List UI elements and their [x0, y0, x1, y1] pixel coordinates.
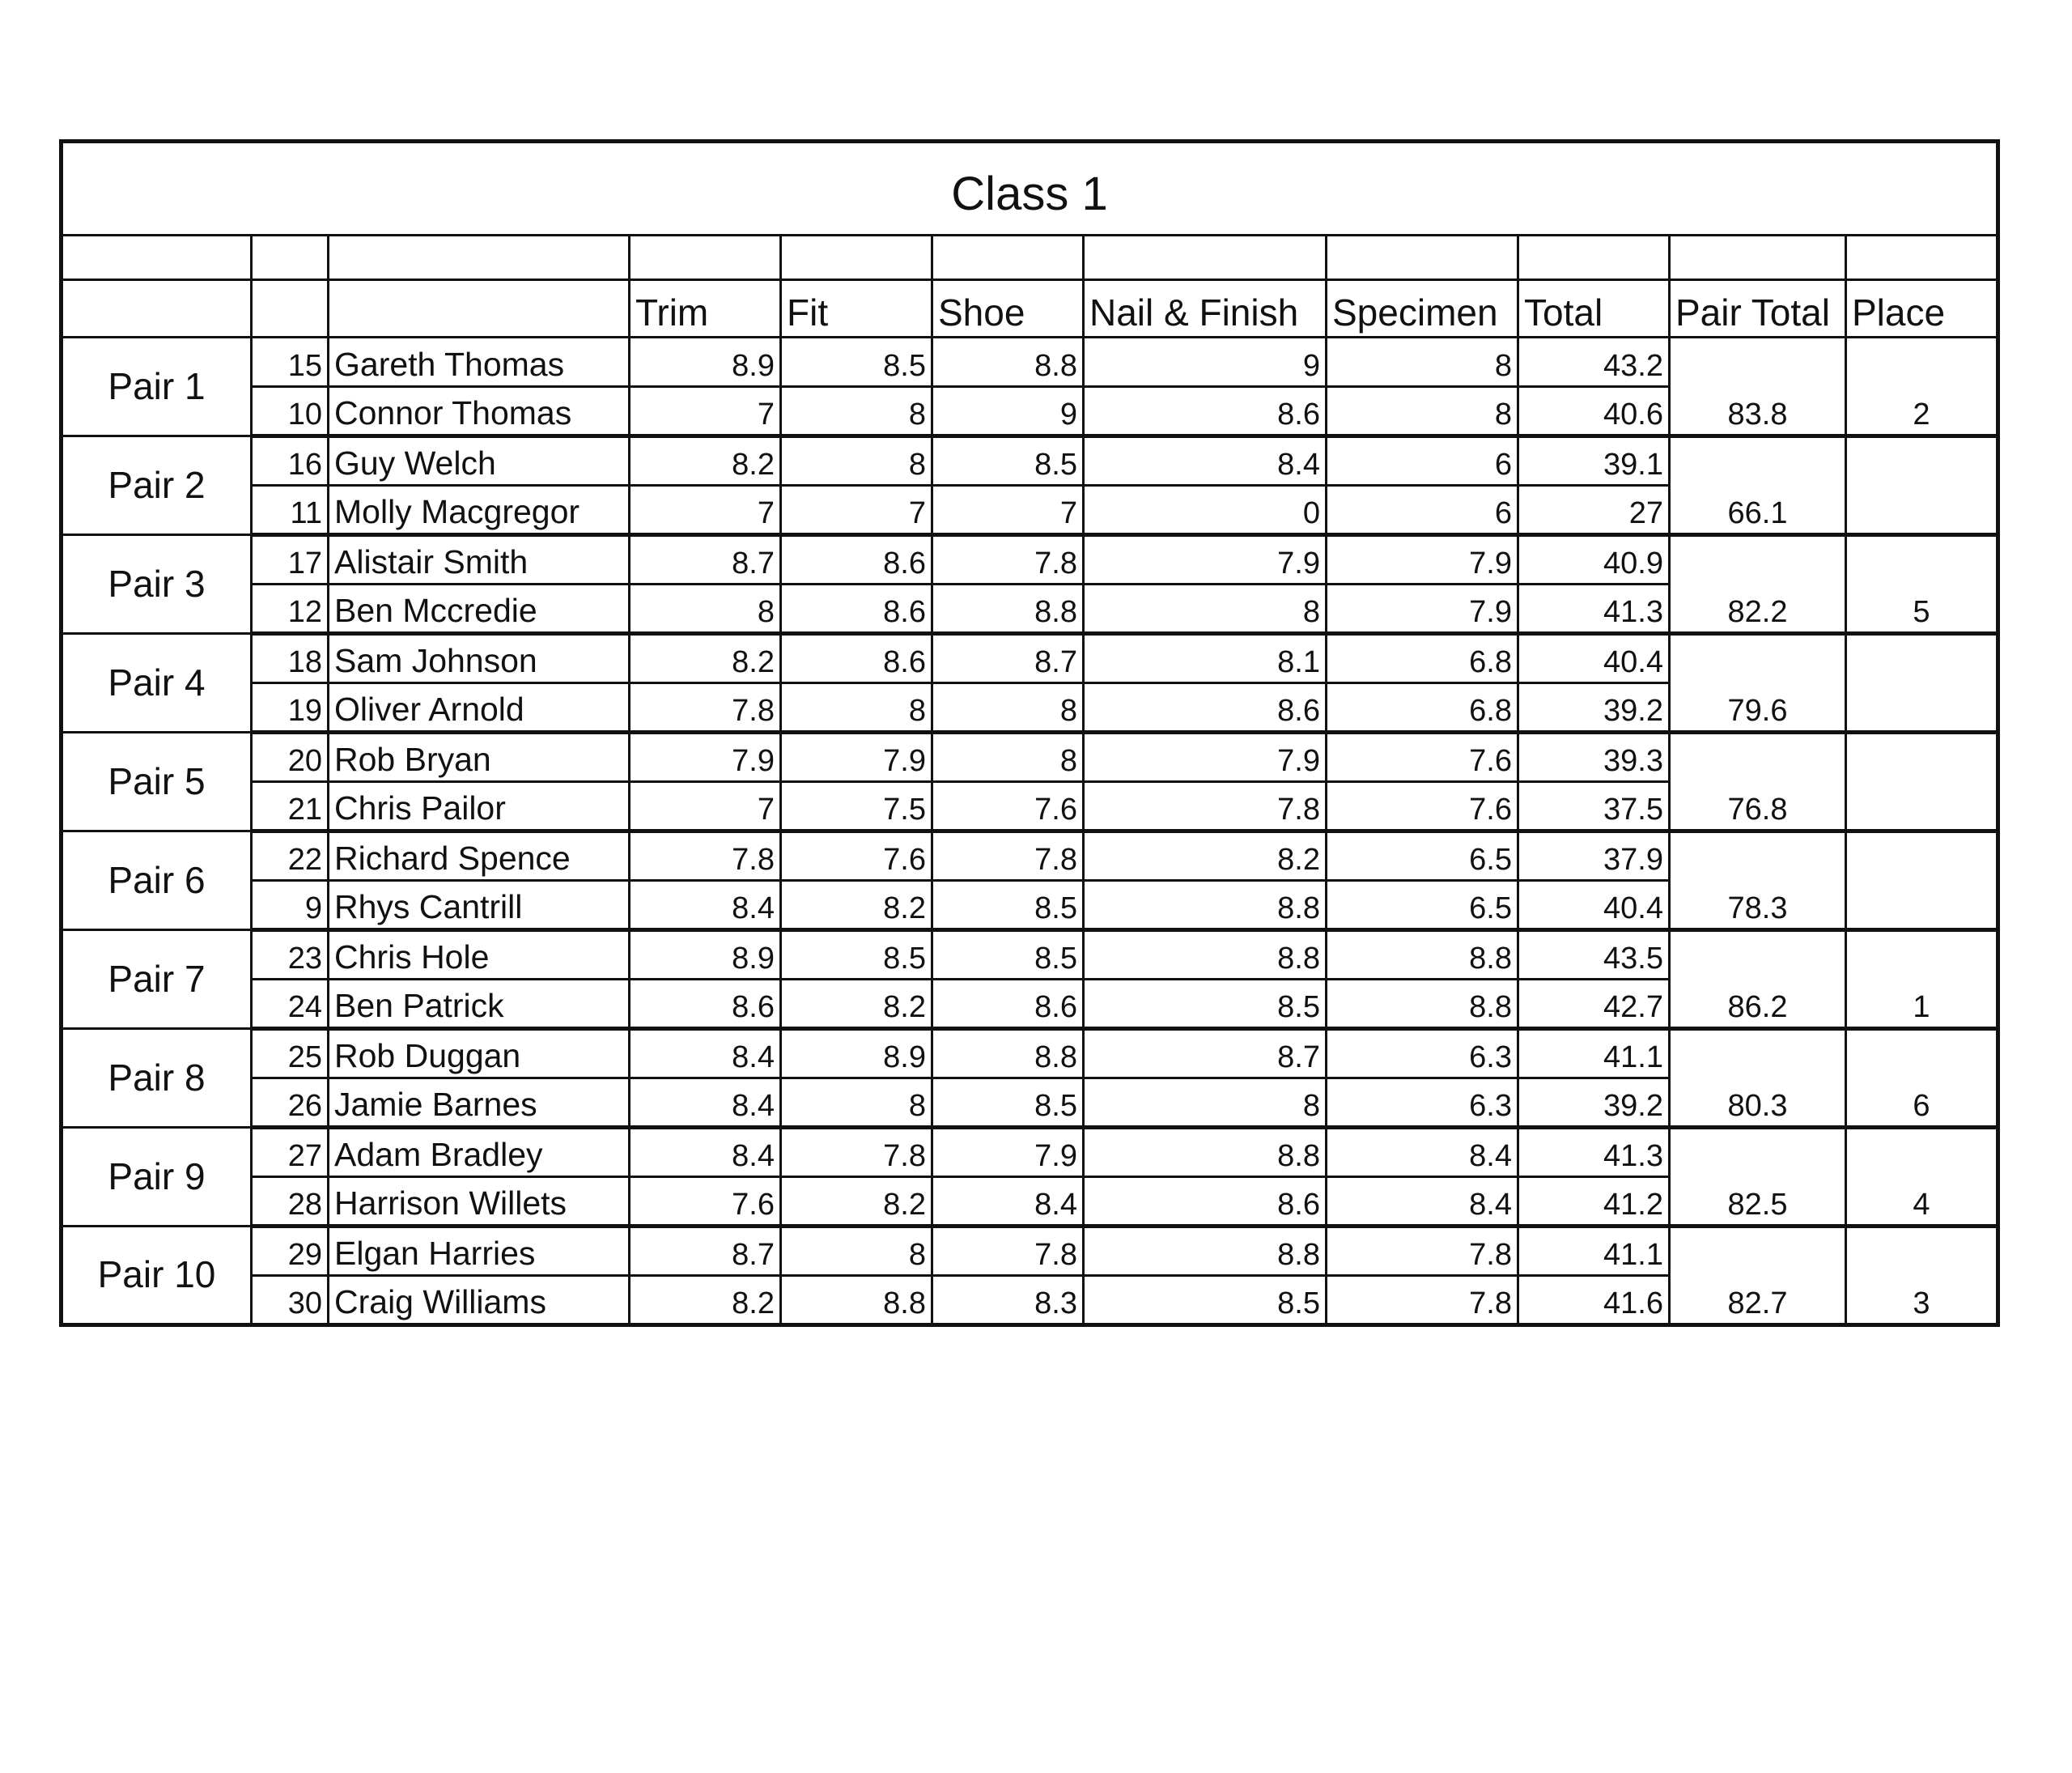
table-row [62, 881, 1998, 930]
shoe-score: 8.4 [932, 1177, 1084, 1227]
specimen-score: 7.6 [1327, 733, 1518, 782]
specimen-score: 6.3 [1327, 1029, 1518, 1078]
competitor-name: Chris Pailor [329, 782, 630, 831]
shoe-score: 8.7 [932, 634, 1084, 683]
place [1846, 535, 1998, 585]
trim-score: 7 [630, 782, 781, 831]
results-table [59, 139, 2000, 1327]
competitor-total: 43.2 [1518, 338, 1670, 387]
nail-finish-score: 8 [1084, 585, 1327, 634]
fit-score: 8 [781, 387, 932, 436]
pair-total [1670, 634, 1846, 683]
place [1846, 831, 1998, 881]
pair-total: 66.1 [1670, 486, 1846, 535]
place: 2 [1846, 387, 1998, 436]
place [1846, 1227, 1998, 1276]
fit-score: 7 [781, 486, 932, 535]
pair-total [1670, 831, 1846, 881]
header-specimen: Specimen [1327, 280, 1518, 338]
nail-finish-score: 8.6 [1084, 683, 1327, 733]
table-row [62, 486, 1998, 535]
nail-finish-score: 9 [1084, 338, 1327, 387]
competitor-total: 42.7 [1518, 980, 1670, 1029]
nail-finish-score: 8.4 [1084, 436, 1327, 486]
header-place: Place [1846, 280, 1998, 338]
table-row [62, 1128, 1998, 1177]
competitor-number: 24 [252, 980, 329, 1029]
place [1846, 486, 1998, 535]
specimen-score: 6.5 [1327, 831, 1518, 881]
fit-score: 8.9 [781, 1029, 932, 1078]
trim-score: 8.7 [630, 535, 781, 585]
competitor-number: 10 [252, 387, 329, 436]
specimen-score: 8.4 [1327, 1177, 1518, 1227]
specimen-score: 7.8 [1327, 1227, 1518, 1276]
table-row [62, 782, 1998, 831]
competitor-number: 12 [252, 585, 329, 634]
specimen-score: 8.8 [1327, 930, 1518, 980]
competitor-number: 16 [252, 436, 329, 486]
competitor-name: Oliver Arnold [329, 683, 630, 733]
fit-score: 7.9 [781, 733, 932, 782]
competitor-number: 30 [252, 1276, 329, 1325]
trim-score: 8.4 [630, 881, 781, 930]
competitor-total: 41.6 [1518, 1276, 1670, 1325]
competitor-total: 41.2 [1518, 1177, 1670, 1227]
shoe-score: 8.8 [932, 585, 1084, 634]
competitor-total: 39.2 [1518, 1078, 1670, 1128]
shoe-score: 8.6 [932, 980, 1084, 1029]
fit-score: 8.8 [781, 1276, 932, 1325]
fit-score: 8 [781, 436, 932, 486]
pair-total [1670, 436, 1846, 486]
specimen-score: 6.8 [1327, 634, 1518, 683]
pair-total: 86.2 [1670, 980, 1846, 1029]
trim-score: 8.6 [630, 980, 781, 1029]
fit-score: 7.6 [781, 831, 932, 881]
table-row [62, 436, 1998, 486]
competitor-total: 43.5 [1518, 930, 1670, 980]
competitor-name: Gareth Thomas [329, 338, 630, 387]
competitor-name: Sam Johnson [329, 634, 630, 683]
competitor-number: 11 [252, 486, 329, 535]
nail-finish-score: 8.8 [1084, 1128, 1327, 1177]
specimen-score: 6.8 [1327, 683, 1518, 733]
trim-score: 8.7 [630, 1227, 781, 1276]
competitor-name: Rhys Cantrill [329, 881, 630, 930]
trim-score: 7 [630, 387, 781, 436]
competitor-total: 39.3 [1518, 733, 1670, 782]
trim-score: 8 [630, 585, 781, 634]
competitor-number: 29 [252, 1227, 329, 1276]
trim-score: 8.2 [630, 634, 781, 683]
competitor-number: 20 [252, 733, 329, 782]
specimen-score: 8 [1327, 387, 1518, 436]
competitor-total: 39.1 [1518, 436, 1670, 486]
competitor-number: 27 [252, 1128, 329, 1177]
table-row [62, 634, 1998, 683]
pair-total: 82.5 [1670, 1177, 1846, 1227]
competitor-name: Rob Duggan [329, 1029, 630, 1078]
pair-total: 80.3 [1670, 1078, 1846, 1128]
pair-label: Pair 5 [62, 733, 252, 831]
fit-score: 8.2 [781, 980, 932, 1029]
shoe-score: 7.8 [932, 1227, 1084, 1276]
specimen-score: 6 [1327, 436, 1518, 486]
table-row [62, 1029, 1998, 1078]
trim-score: 7.6 [630, 1177, 781, 1227]
nail-finish-score: 8.5 [1084, 1276, 1327, 1325]
competitor-total: 41.3 [1518, 1128, 1670, 1177]
competitor-name: Rob Bryan [329, 733, 630, 782]
shoe-score: 7.8 [932, 535, 1084, 585]
place [1846, 782, 1998, 831]
place [1846, 930, 1998, 980]
pair-total: 76.8 [1670, 782, 1846, 831]
place: 1 [1846, 980, 1998, 1029]
place: 4 [1846, 1177, 1998, 1227]
fit-score: 8.5 [781, 930, 932, 980]
table-row [62, 338, 1998, 387]
specimen-score: 7.9 [1327, 585, 1518, 634]
pair-label: Pair 2 [62, 436, 252, 535]
pair-total [1670, 733, 1846, 782]
specimen-score: 6.3 [1327, 1078, 1518, 1128]
header-pair-total: Pair Total [1670, 280, 1846, 338]
competitor-name: Elgan Harries [329, 1227, 630, 1276]
place [1846, 881, 1998, 930]
specimen-score: 7.9 [1327, 535, 1518, 585]
pair-label: Pair 8 [62, 1029, 252, 1128]
nail-finish-score: 8 [1084, 1078, 1327, 1128]
competitor-number: 23 [252, 930, 329, 980]
competitor-name: Ben Patrick [329, 980, 630, 1029]
trim-score: 8.4 [630, 1128, 781, 1177]
table-row [62, 930, 1998, 980]
fit-score: 8.6 [781, 535, 932, 585]
trim-score: 7 [630, 486, 781, 535]
header-blank [329, 280, 630, 338]
competitor-total: 37.9 [1518, 831, 1670, 881]
competitor-name: Connor Thomas [329, 387, 630, 436]
place: 3 [1846, 1276, 1998, 1325]
pair-total: 82.7 [1670, 1276, 1846, 1325]
table-row [62, 585, 1998, 634]
nail-finish-score: 8.1 [1084, 634, 1327, 683]
nail-finish-score: 8.2 [1084, 831, 1327, 881]
competitor-name: Harrison Willets [329, 1177, 630, 1227]
trim-score: 8.2 [630, 436, 781, 486]
shoe-score: 7.6 [932, 782, 1084, 831]
shoe-score: 8.8 [932, 1029, 1084, 1078]
fit-score: 8.5 [781, 338, 932, 387]
trim-score: 8.4 [630, 1078, 781, 1128]
fit-score: 8.6 [781, 634, 932, 683]
competitor-number: 19 [252, 683, 329, 733]
fit-score: 8.6 [781, 585, 932, 634]
trim-score: 8.4 [630, 1029, 781, 1078]
header-shoe: Shoe [932, 280, 1084, 338]
competitor-total: 41.1 [1518, 1227, 1670, 1276]
fit-score: 8 [781, 683, 932, 733]
competitor-number: 21 [252, 782, 329, 831]
competitor-total: 40.6 [1518, 387, 1670, 436]
shoe-score: 8.5 [932, 1078, 1084, 1128]
table-row [62, 1227, 1998, 1276]
place: 6 [1846, 1078, 1998, 1128]
header-blank [62, 280, 252, 338]
competitor-name: Adam Bradley [329, 1128, 630, 1177]
fit-score: 8 [781, 1227, 932, 1276]
nail-finish-score: 7.8 [1084, 782, 1327, 831]
fit-score: 7.8 [781, 1128, 932, 1177]
nail-finish-score: 8.5 [1084, 980, 1327, 1029]
competitor-name: Molly Macgregor [329, 486, 630, 535]
header-trim: Trim [630, 280, 781, 338]
specimen-score: 7.8 [1327, 1276, 1518, 1325]
pair-total [1670, 1128, 1846, 1177]
competitor-total: 37.5 [1518, 782, 1670, 831]
pair-total [1670, 338, 1846, 387]
pair-label: Pair 3 [62, 535, 252, 634]
pair-total [1670, 930, 1846, 980]
competitor-number: 15 [252, 338, 329, 387]
pair-label: Pair 6 [62, 831, 252, 930]
table-row [62, 535, 1998, 585]
trim-score: 8.2 [630, 1276, 781, 1325]
pair-label: Pair 1 [62, 338, 252, 436]
table-row [62, 1276, 1998, 1325]
table-row [62, 733, 1998, 782]
trim-score: 7.8 [630, 831, 781, 881]
shoe-score: 8.3 [932, 1276, 1084, 1325]
shoe-score: 8.5 [932, 881, 1084, 930]
place: 5 [1846, 585, 1998, 634]
shoe-score: 8 [932, 683, 1084, 733]
competitor-total: 39.2 [1518, 683, 1670, 733]
pair-total: 83.8 [1670, 387, 1846, 436]
place [1846, 338, 1998, 387]
place [1846, 436, 1998, 486]
competitor-number: 22 [252, 831, 329, 881]
competitor-name: Alistair Smith [329, 535, 630, 585]
competitor-name: Guy Welch [329, 436, 630, 486]
nail-finish-score: 7.9 [1084, 733, 1327, 782]
fit-score: 8.2 [781, 1177, 932, 1227]
shoe-score: 7.8 [932, 831, 1084, 881]
pair-total [1670, 535, 1846, 585]
table-row [62, 980, 1998, 1029]
fit-score: 8.2 [781, 881, 932, 930]
table-row [62, 1177, 1998, 1227]
competitor-name: Ben Mccredie [329, 585, 630, 634]
competitor-total: 41.1 [1518, 1029, 1670, 1078]
specimen-score: 6 [1327, 486, 1518, 535]
fit-score: 7.5 [781, 782, 932, 831]
place [1846, 1029, 1998, 1078]
place [1846, 634, 1998, 683]
trim-score: 7.8 [630, 683, 781, 733]
competitor-number: 25 [252, 1029, 329, 1078]
nail-finish-score: 8.8 [1084, 1227, 1327, 1276]
nail-finish-score: 7.9 [1084, 535, 1327, 585]
shoe-score: 8 [932, 733, 1084, 782]
competitor-number: 17 [252, 535, 329, 585]
header-total: Total [1518, 280, 1670, 338]
trim-score: 7.9 [630, 733, 781, 782]
pair-total [1670, 1227, 1846, 1276]
competitor-total: 41.3 [1518, 585, 1670, 634]
specimen-score: 8 [1327, 338, 1518, 387]
nail-finish-score: 8.8 [1084, 881, 1327, 930]
pair-label: Pair 4 [62, 634, 252, 733]
shoe-score: 8.5 [932, 436, 1084, 486]
shoe-score: 7.9 [932, 1128, 1084, 1177]
header-blank [252, 280, 329, 338]
table-title: Class 1 [62, 142, 1998, 236]
pair-label: Pair 10 [62, 1227, 252, 1325]
competitor-number: 26 [252, 1078, 329, 1128]
header-row [62, 280, 1998, 338]
competitor-total: 40.4 [1518, 634, 1670, 683]
nail-finish-score: 8.6 [1084, 387, 1327, 436]
table-row [62, 831, 1998, 881]
competitor-name: Richard Spence [329, 831, 630, 881]
competitor-number: 9 [252, 881, 329, 930]
nail-finish-score: 8.8 [1084, 930, 1327, 980]
competitor-total: 40.9 [1518, 535, 1670, 585]
header-fit: Fit [781, 280, 932, 338]
table-row [62, 683, 1998, 733]
nail-finish-score: 8.6 [1084, 1177, 1327, 1227]
shoe-score: 9 [932, 387, 1084, 436]
competitor-number: 18 [252, 634, 329, 683]
place [1846, 733, 1998, 782]
table-row [62, 387, 1998, 436]
pair-total: 79.6 [1670, 683, 1846, 733]
place [1846, 683, 1998, 733]
specimen-score: 8.8 [1327, 980, 1518, 1029]
competitor-total: 27 [1518, 486, 1670, 535]
trim-score: 8.9 [630, 338, 781, 387]
specimen-score: 8.4 [1327, 1128, 1518, 1177]
competitor-number: 28 [252, 1177, 329, 1227]
trim-score: 8.9 [630, 930, 781, 980]
pair-total [1670, 1029, 1846, 1078]
competitor-name: Chris Hole [329, 930, 630, 980]
nail-finish-score: 8.7 [1084, 1029, 1327, 1078]
header-nail-finish: Nail & Finish [1084, 280, 1327, 338]
pair-total: 78.3 [1670, 881, 1846, 930]
nail-finish-score: 0 [1084, 486, 1327, 535]
specimen-score: 6.5 [1327, 881, 1518, 930]
blank-row [62, 236, 1998, 280]
specimen-score: 7.6 [1327, 782, 1518, 831]
competitor-name: Craig Williams [329, 1276, 630, 1325]
table-row [62, 1078, 1998, 1128]
pair-label: Pair 9 [62, 1128, 252, 1227]
shoe-score: 8.5 [932, 930, 1084, 980]
shoe-score: 8.8 [932, 338, 1084, 387]
pair-total: 82.2 [1670, 585, 1846, 634]
pair-label: Pair 7 [62, 930, 252, 1029]
competitor-total: 40.4 [1518, 881, 1670, 930]
place [1846, 1128, 1998, 1177]
fit-score: 8 [781, 1078, 932, 1128]
shoe-score: 7 [932, 486, 1084, 535]
competitor-name: Jamie Barnes [329, 1078, 630, 1128]
